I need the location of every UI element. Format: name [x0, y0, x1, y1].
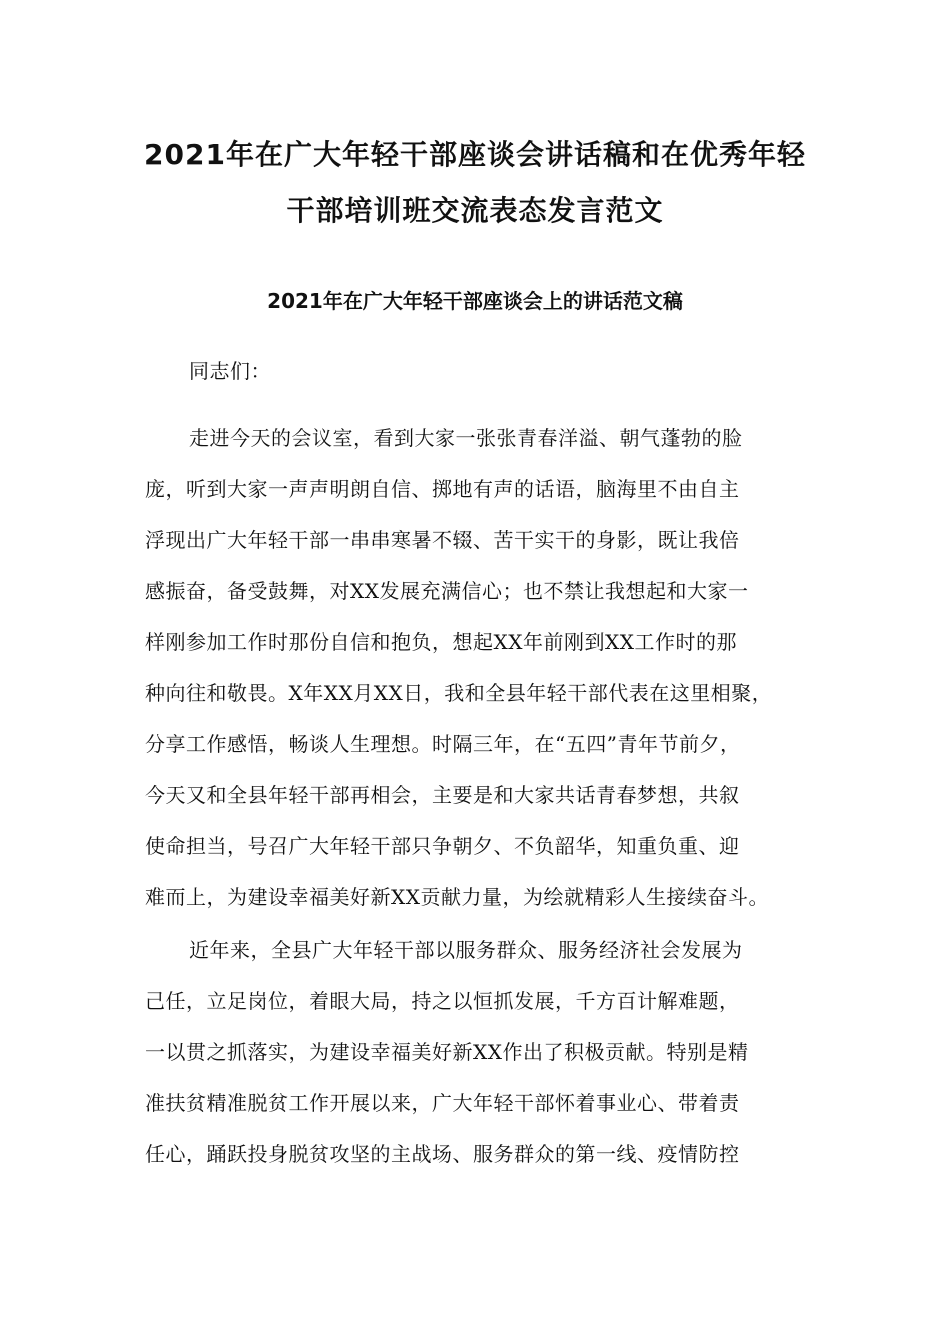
salutation — [145, 346, 825, 397]
paragraph-line: 今天又和全县年轻干部再相会，主要是和大家共话青春梦想，共叙 — [145, 783, 740, 807]
paragraph-2 — [145, 925, 825, 1180]
paragraph-line: 己任，立足岗位，着眼大局，持之以恒抓发展，千方百计解难题， — [145, 989, 740, 1013]
paragraph-line: 难而上，为建设幸福美好新XX贡献力量，为绘就精彩人生接续奋斗。 — [145, 885, 769, 909]
salutation-text: 同志们： — [189, 359, 271, 383]
paragraph-line: 近年来，全县广大年轻干部以服务群众、服务经济社会发展为 — [189, 938, 743, 962]
paragraph-1 — [145, 413, 825, 923]
paragraph-line: 使命担当，号召广大年轻干部只争朝夕、不负韶华，知重负重、迎 — [145, 834, 740, 858]
paragraph-line: 样刚参加工作时那份自信和抱负，想起XX年前刚到XX工作时的那 — [145, 630, 737, 654]
paragraph-line: 分享工作感悟，畅谈人生理想。时隔三年，在“五四”青年节前夕， — [145, 732, 741, 756]
paragraph-line: 走进今天的会议室，看到大家一张张青春洋溢、朝气蓬勃的脸 — [189, 426, 743, 450]
document-title — [100, 127, 850, 239]
paragraph-line: 浮现出广大年轻干部一串串寒暑不辍、苦干实干的身影，既让我倍 — [145, 528, 740, 552]
paragraph-line: 感振奋，备受鼓舞，对XX发展充满信心；也不禁让我想起和大家一 — [145, 579, 749, 603]
paragraph-line: 任心，踊跃投身脱贫攻坚的主战场、服务群众的第一线、疫情防控 — [145, 1142, 740, 1166]
paragraph-line: 一以贯之抓落实，为建设幸福美好新XX作出了积极贡献。特别是精 — [145, 1040, 749, 1064]
document-title-line-2: 干部培训班交流表态发言范文 — [286, 194, 664, 227]
paragraph-line: 种向往和敬畏。X年XX月XX日，我和全县年轻干部代表在这里相聚， — [145, 681, 773, 705]
document-title-line-1: 2021年在广大年轻干部座谈会讲话稿和在优秀年轻 — [144, 138, 806, 171]
paragraph-line: 庞，听到大家一声声明朗自信、掷地有声的话语，脑海里不由自主 — [145, 477, 740, 501]
section-title: 2021年在广大年轻干部座谈会上的讲话范文稿 — [267, 289, 683, 313]
paragraph-line: 准扶贫精准脱贫工作开展以来，广大年轻干部怀着事业心、带着责 — [145, 1091, 740, 1115]
